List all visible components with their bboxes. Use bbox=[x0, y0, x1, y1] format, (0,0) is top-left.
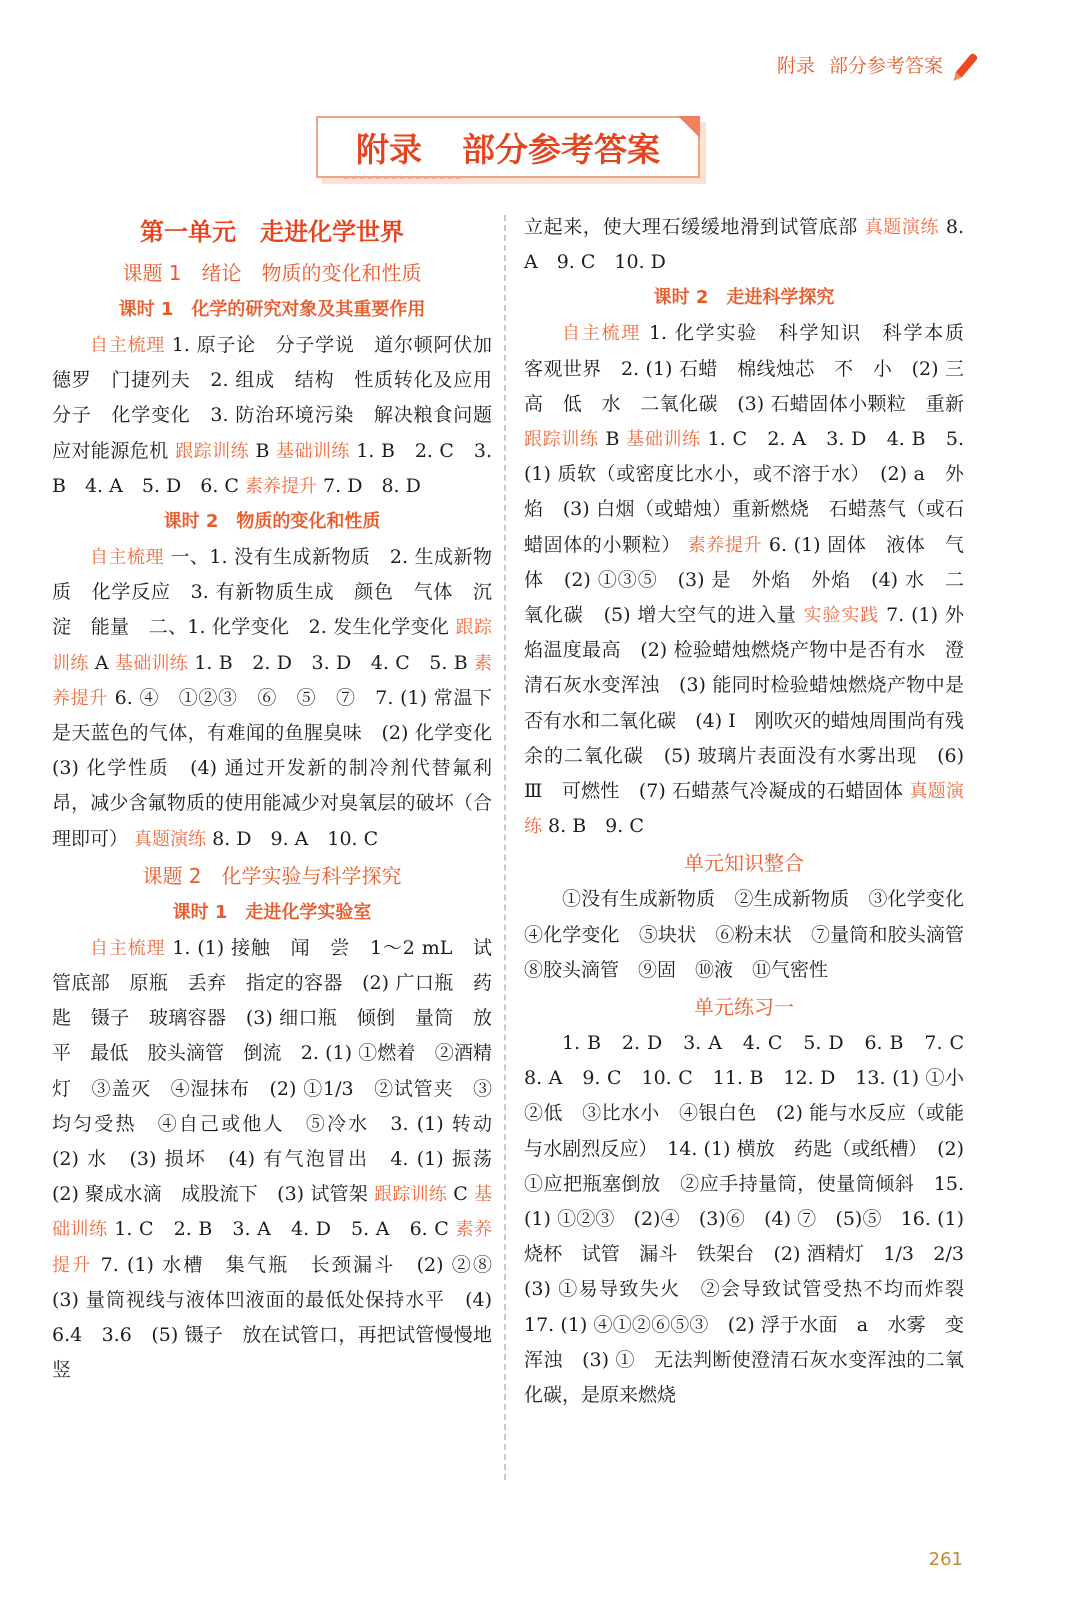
section-tag: 素养提升 bbox=[245, 475, 317, 497]
answer-text: 1. C 2. A 3. D 4. B 5. (1) 质软（或密度比水小，或不溶于水） (2) a 外焰 (3) 白烟（或蜡烛）重新燃烧 石蜡蒸气（或石蜡固体的小颗粒） bbox=[524, 428, 965, 556]
section-tag: 跟踪训练 bbox=[175, 440, 250, 462]
summary-paragraph: ①没有生成新物质 ②生成新物质 ③化学变化 ④化学变化 ⑤块状 ⑥粉末状 ⑦量筒和胶头滴管 ⑧胶头滴管 ⑨固 ⑩液 ⑪气密性 bbox=[524, 888, 984, 981]
section-tag: 基础训练 bbox=[52, 1184, 493, 1241]
answer-text: 立起来，使大理石缓缓地滑到试管底部 bbox=[524, 216, 865, 238]
section-tag: 素养提升 bbox=[687, 534, 763, 556]
answer-paragraph bbox=[52, 540, 512, 857]
section-tag: 跟踪训练 bbox=[52, 617, 492, 674]
title-dots-decoration bbox=[342, 176, 462, 180]
answer-text: 1. B 2. C 3. B 4. A 5. D 6. C bbox=[52, 439, 493, 497]
section-tag: 跟踪训练 bbox=[374, 1184, 447, 1206]
exercise-paragraph: 1. B 2. D 3. A 4. C 5. D 6. B 7. C 8. A 9. C 10. C 11. B 12. D 13. (1) ①小 ②低 ③比水小 ④银白色 (2) 能与水反应（或能与水剧烈反应） 14. (1) 横放 药匙（或纸槽） (2) ①应把瓶塞倒放 ②应手持量筒，使量筒倾斜 15. (1) ①②③ (2)④ (3)⑥ (4) ⑦ (5)⑤ 16. (1) 烧杯 试管 漏斗 铁架台 (2) 酒精灯 1/3 2/3 (3) ①易导致失火 ②会导致试管受热不均而炸裂 17. (1) ④①②⑥⑤③ (2) 浮于水面 a 水雾 变浑浊 (3) ① 无法判断使澄清石灰水变浑浊的二氧化碳，是原来燃烧 bbox=[524, 1032, 984, 1407]
left-column bbox=[52, 210, 512, 1388]
title-part2: 部分参考答案 bbox=[462, 129, 660, 169]
answer-text: 8. B 9. C bbox=[542, 815, 644, 838]
section-tag: 基础训练 bbox=[276, 440, 350, 462]
topic-1-title: 课题 1 绪论 物质的变化和性质 bbox=[122, 261, 422, 285]
answer-text: A bbox=[88, 651, 115, 674]
section-tag: 自主梳理 bbox=[90, 937, 166, 959]
answer-text: 7. (1) 外焰温度最高 (2) 检验蜡烛燃烧产物中是否有水 澄清石灰水变浑浊 (3) 能同时检验蜡烛燃烧产物中是否有水和二氧化碳 (4) Ⅰ 刚吹灭的蜡烛周围尚有残余的二氧化碳 (5) 玻璃片表面没有水雾出现 (6) Ⅲ 可燃性 (7) 石蜡蒸气冷凝成的石蜡固体 bbox=[524, 604, 964, 803]
answer-text: 1. 原子论 分子学说 道尔顿阿伏加德罗 门捷列夫 2. 组成 结构 性质转化及应用 分子 化学变化 3. 防治环境污染 解决粮食问题 应对能源危机 bbox=[52, 334, 512, 462]
answer-text: 1. (1) 接触 闻 尝 1～2 mL 试管底部 原瓶 丢弃 指定的容器 (2) 广口瓶 药匙 镊子 玻璃容器 (3) 细口瓶 倾倒 量筒 放平 最低 胶头滴管 倒流 2. (1) ①燃着 ②酒精灯 ③盖灭 ④湿抹布 (2) ①1/3 ②试管夹 ③均匀受热 ④自己或他人 ⑤冷水 3. (1) 转动 (2) 水 (3) 损坏 (4) 有气泡冒出 4. (1) 振荡 (2) 聚成水滴 成股流下 (3) 试管架 bbox=[52, 936, 512, 1206]
running-header bbox=[777, 51, 971, 78]
topic-2-title: 课题 2 化学实验与科学探究 bbox=[142, 863, 402, 888]
title-part1: 附录 bbox=[356, 129, 422, 169]
answer-text: 6. ④ ①②③ ⑥ ⑤ ⑦ 7. (1) 常温下是天蓝色的气体，有难闻的鱼腥臭味 (2) 化学变化 (3) 化学性质 (4) 通过开发新的制冷剂代替氟利昂，减少含氟物质的使用能减少对臭氧层的破坏（合理即可） bbox=[52, 686, 512, 850]
section-tag: 自主梳理 bbox=[562, 323, 642, 345]
answer-paragraph bbox=[52, 931, 512, 1389]
header-section: 部分参考答案 bbox=[828, 55, 943, 77]
answer-text: 7. (1) 水槽 集气瓶 长颈漏斗 (2) ②⑧ (3) 量筒视线与液体凹液面的最低处保持水平 (4) 6.4 3.6 (5) 镊子 放在试管口，再把试管慢慢地竖 bbox=[52, 1253, 512, 1382]
summary-title: 单元知识整合 bbox=[684, 851, 804, 876]
answer-text: 8. D 9. A 10. C bbox=[206, 827, 379, 850]
answer-paragraph bbox=[524, 210, 964, 280]
answer-text: 7. D 8. D bbox=[317, 474, 421, 497]
right-column bbox=[524, 210, 984, 1413]
lesson-1-2-title: 课时 2 物质的变化和性质 bbox=[163, 511, 381, 533]
answer-text: C bbox=[446, 1183, 475, 1206]
pencil-icon bbox=[956, 52, 979, 77]
section-tag: 真题演练 bbox=[524, 781, 964, 838]
exercise-title: 单元练习一 bbox=[694, 995, 794, 1020]
answer-text: 1. B 2. D 3. D 4. C 5. B bbox=[188, 651, 475, 674]
section-tag: 素养提升 bbox=[52, 652, 493, 709]
answer-paragraph bbox=[52, 328, 512, 504]
section-tag: 跟踪训练 bbox=[524, 429, 599, 451]
lesson-2-2-title: 课时 2 走进科学探究 bbox=[653, 287, 835, 309]
lesson-1-1-title: 课时 1 化学的研究对象及其重要作用 bbox=[118, 299, 426, 320]
section-tag: 基础训练 bbox=[114, 652, 189, 674]
lesson-2-1-title: 课时 1 走进化学实验室 bbox=[172, 901, 372, 923]
answer-text: 1. 化学实验 科学知识 科学本质 客观世界 2. (1) 石蜡 棉线烛芯 不 小 (2) 三 高 低 水 二氧化碳 (3) 石蜡固体小颗粒 重新 bbox=[524, 322, 984, 415]
section-tag: 自主梳理 bbox=[90, 547, 164, 569]
answer-text: B bbox=[249, 439, 276, 462]
section-tag: 基础训练 bbox=[626, 429, 701, 451]
answer-text: 1. C 2. B 3. A 4. D 5. A 6. C bbox=[107, 1218, 456, 1241]
answer-paragraph bbox=[524, 316, 984, 844]
unit-title: 第一单元 走进化学世界 bbox=[140, 218, 404, 246]
section-tag: 素养提升 bbox=[52, 1219, 493, 1276]
page-number: 261 bbox=[928, 1549, 963, 1570]
section-tag: 真题演练 bbox=[134, 828, 207, 850]
answer-text: 一、1. 没有生成新物质 2. 生成新物质 化学反应 3. 有新物质生成 颜色 气体 沉淀 能量 二、1. 化学变化 2. 发生化学变化 bbox=[52, 546, 492, 639]
page-title bbox=[316, 116, 700, 178]
answer-text: 8. A 9. C 10. D bbox=[524, 216, 964, 274]
section-tag: 自主梳理 bbox=[90, 335, 165, 356]
answer-text: B bbox=[598, 428, 627, 451]
header-appendix: 附录 bbox=[776, 55, 815, 77]
answer-text: 6. (1) 固体 液体 气体 (2) ①③⑤ (3) 是 外焰 外焰 (4) 水 二氧化碳 (5) 增大空气的进入量 bbox=[524, 533, 965, 627]
section-tag: 真题演练 bbox=[864, 217, 940, 238]
section-tag: 实验实践 bbox=[803, 605, 880, 627]
